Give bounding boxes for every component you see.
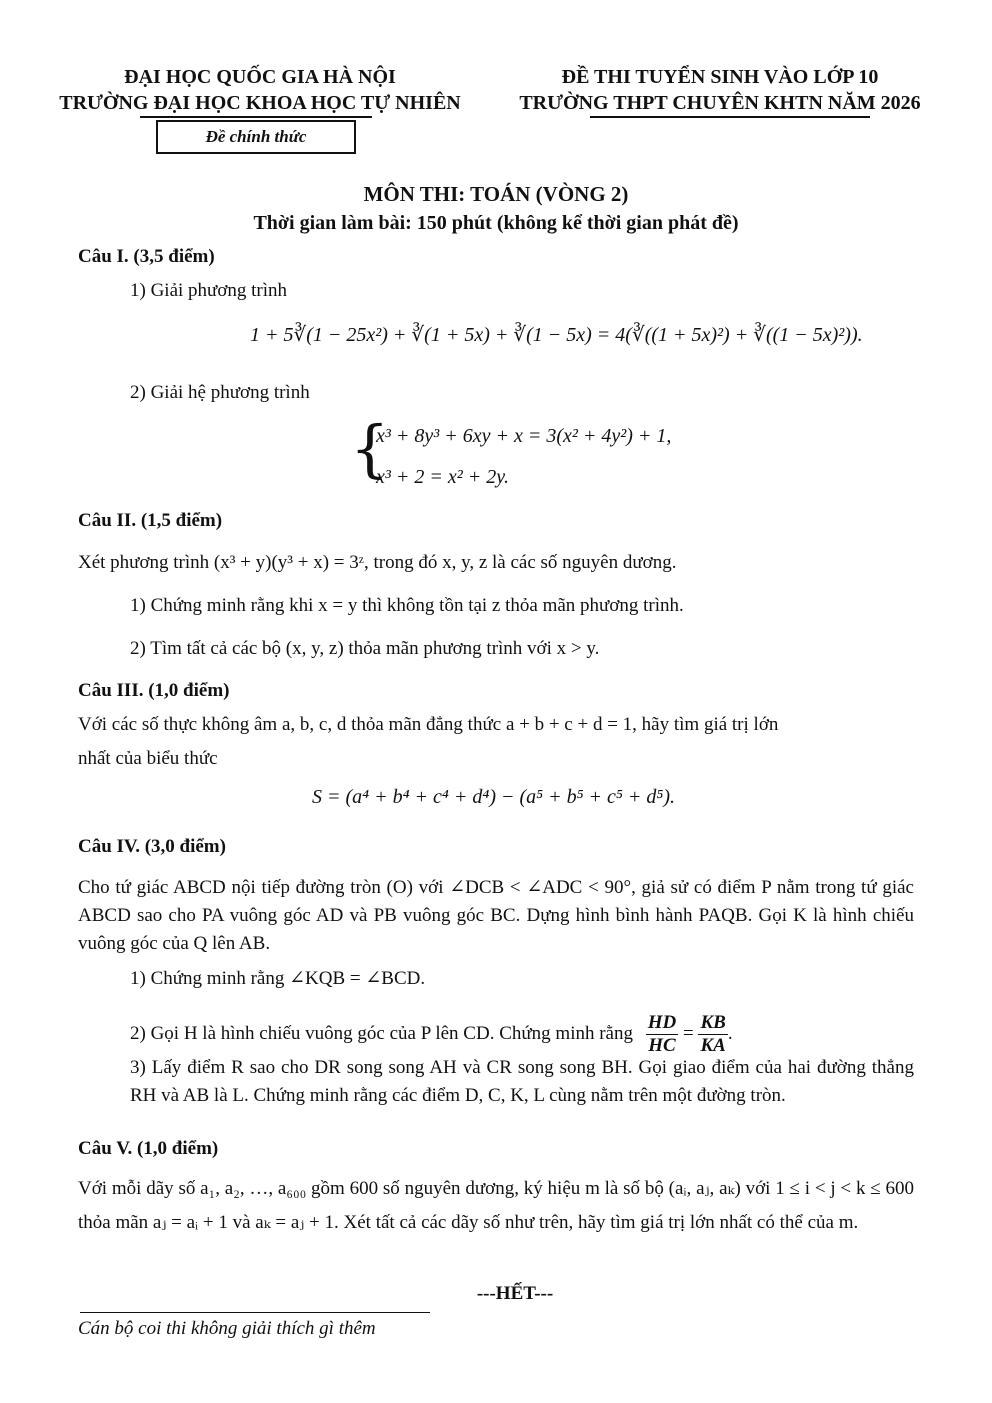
header-left: [40, 64, 480, 116]
footer-note: Cán bộ coi thi không giải thích gì thêm: [78, 1318, 376, 1339]
fraction-hc: HC: [648, 1035, 676, 1056]
exam-school-year: TRƯỜNG THPT CHUYÊN KHTN NĂM 2026: [519, 92, 921, 114]
q3-line1: Với các số thực không âm a, b, c, d thỏa mãn đẳng thức a + b + c + d = 1, hãy tìm giá trị lớn: [78, 714, 779, 735]
header-right: [500, 64, 940, 116]
q1-equation: 1 + 5∛(1 − 25x²) + ∛(1 + 5x) + ∛(1 − 5x) = 4(∛((1 + 5x)²) + ∛((1 − 5x)²)).: [250, 324, 863, 346]
q1-system-eq2: x³ + 2 = x² + 2y.: [376, 466, 510, 488]
q4-part1: 1) Chứng minh rằng ∠KQB = ∠BCD.: [130, 968, 426, 989]
header-left-underline: [140, 116, 372, 118]
q3-expression: S = (a⁴ + b⁴ + c⁴ + d⁴) − (a⁵ + b⁵ + c⁵ + d⁵).: [312, 786, 675, 808]
footer-rule: [80, 1312, 430, 1313]
university-name: ĐẠI HỌC QUỐC GIA HÀ NỘI: [124, 66, 396, 88]
official-exam-box: Đề chính thức: [156, 120, 356, 154]
q2-intro: Xét phương trình (x³ + y)(y³ + x) = 3ᶻ, trong đó x, y, z là các số nguyên dương.: [78, 552, 677, 573]
fraction-kb-ka: [698, 1012, 727, 1057]
school-name: TRƯỜNG ĐẠI HỌC KHOA HỌC TỰ NHIÊN: [59, 92, 461, 114]
header-right-underline: [590, 116, 870, 118]
fraction-ka: KA: [700, 1035, 726, 1056]
fraction-hd: HD: [647, 1012, 677, 1033]
q1-title: Câu I. (3,5 điểm): [78, 246, 215, 267]
q4-part2-text: 2) Gọi H là hình chiếu vuông góc của P lên CD. Chứng minh rằng: [130, 1022, 633, 1044]
q3-title: Câu III. (1,0 điểm): [78, 680, 230, 701]
q4-title: Câu IV. (3,0 điểm): [78, 836, 226, 857]
q2-title: Câu II. (1,5 điểm): [78, 510, 223, 531]
exam-name: ĐỀ THI TUYỂN SINH VÀO LỚP 10: [561, 66, 879, 88]
subject-title: MÔN THI: TOÁN (VÒNG 2): [363, 182, 629, 206]
equals-sign: =: [683, 1022, 694, 1044]
fraction-kb: KB: [700, 1012, 726, 1033]
q4-intro: Cho tứ giác ABCD nội tiếp đường tròn (O) với ∠DCB < ∠ADC < 90°, giả sử có điểm P nằm trong tứ giác ABCD sao cho PA vuông góc AD và PB vuông góc BC. Dựng hình bình hành PAQB. Gọi K là hình chiếu vuông góc của Q lên AB.: [78, 877, 914, 954]
duration-line: Thời gian làm bài: 150 phút (không kể thời gian phát đề): [253, 212, 739, 234]
q2-part2: 2) Tìm tất cả các bộ (x, y, z) thỏa mãn phương trình với x > y.: [130, 638, 600, 659]
end-mark: ---HẾT---: [476, 1283, 554, 1304]
system-brace: {: [350, 412, 390, 485]
q4-part2: [130, 1012, 733, 1057]
q4-part3: 3) Lấy điểm R sao cho DR song song AH và CR song song BH. Gọi giao điểm của hai đường thẳng RH và AB là L. Chứng minh rằng các điểm D, C, K, L cùng nằm trên một đường tròn.: [130, 1057, 914, 1106]
q5-text: Với mỗi dãy số a₁, a₂, …, a₆₀₀ gồm 600 số nguyên dương, ký hiệu m là số bộ (aᵢ, aⱼ, aₖ) với 1 ≤ i < j < k ≤ 600 thỏa mãn aⱼ = aᵢ + 1 và aₖ = aⱼ + 1. Xét tất cả các dãy số như trên, hãy tìm giá trị lớn nhất có thể của m.: [78, 1178, 914, 1233]
fraction-hd-hc: [646, 1012, 679, 1057]
q1-part2: 2) Giải hệ phương trình: [130, 382, 310, 403]
q2-part1: 1) Chứng minh rằng khi x = y thì không tồn tại z thỏa mãn phương trình.: [130, 595, 684, 616]
q3-line2: nhất của biểu thức: [78, 748, 218, 769]
q1-part1: 1) Giải phương trình: [130, 280, 288, 301]
q1-system-eq1: x³ + 8y³ + 6xy + x = 3(x² + 4y²) + 1,: [376, 425, 672, 447]
q5-title: Câu V. (1,0 điểm): [78, 1138, 219, 1159]
period: .: [727, 1022, 733, 1044]
